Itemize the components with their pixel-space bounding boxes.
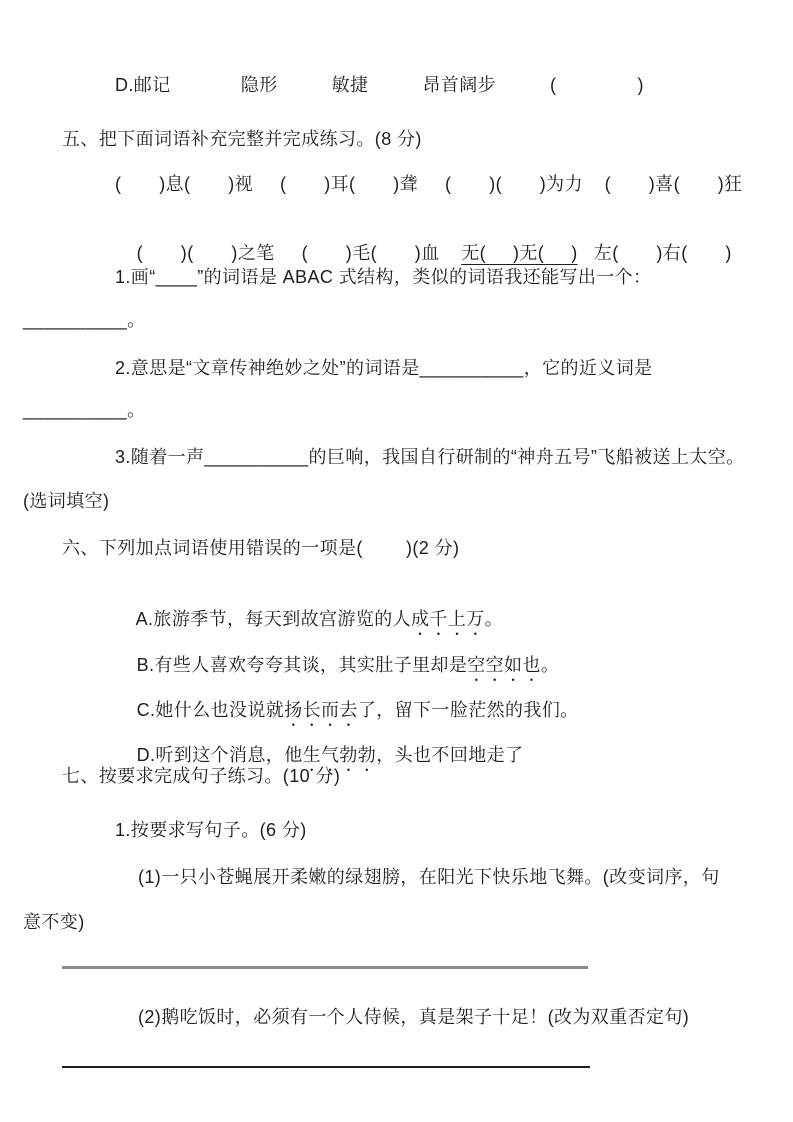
section-5-q2-line-1: 2.意思是“文章传神绝妙之处”的词语是__________，它的近义词是 — [115, 358, 653, 378]
section-7-q1-sub1-line-1: (1)一只小苍蝇展开柔嫩的绿翅膀，在阳光下快乐地飞舞。(改变词序，句 — [138, 867, 720, 887]
option-d-tail: ，头也不回地走了 — [376, 745, 524, 765]
idiom-row-2-pre: ( )( )之笔 ( )毛( )血 — [136, 243, 462, 263]
option-a-text: A.旅游季节，每天到故宫游览的人 — [135, 609, 412, 629]
section-7-heading: 七、按要求完成句子练习。(10 分) — [62, 766, 341, 786]
section-5-q3-note: (选词填空) — [23, 491, 110, 511]
section-5-heading: 五、把下面词语补充完整并完成练习。(8 分) — [62, 129, 422, 149]
option-c-tail: 了，留下一脸茫然的我们。 — [357, 700, 579, 720]
answer-rule-2 — [62, 1066, 590, 1068]
section-5-q1-line-1: 1.画“____”的词语是 ABAC 式结构，类似的词语我还能写出一个： — [115, 267, 652, 287]
option-b-tail: 。 — [540, 655, 560, 675]
section-5-q3-line: 3.随着一声__________的巨响，我国自行研制的“神舟五号”飞船被送上太空。 — [115, 447, 745, 467]
option-c-text: C.她什么也没说就 — [136, 700, 285, 720]
option-d-dotted-idiom: 生气勃勃 — [302, 745, 377, 765]
option-b-dotted-idiom: 空空如也 — [467, 655, 541, 675]
option-b-text: B.有些人喜欢夸夸其谈，其实肚子里却是 — [136, 655, 468, 675]
idiom-fill-row-1: ( )息( )视 ( )耳( )聋 ( )( )为力 ( )喜( )狂 — [115, 174, 743, 194]
option-a-tail: 。 — [484, 609, 504, 629]
section-5-q2-answer-blank: __________。 — [23, 400, 146, 420]
option-d-text: D.听到这个消息，他 — [136, 745, 303, 765]
idiom-row-2-post: 左( )右( ) — [577, 243, 732, 263]
option-a-dotted-idiom: 成千上万 — [411, 609, 485, 629]
section-7-q1: 1.按要求写句子。(6 分) — [115, 820, 307, 840]
section-7-q1-sub2-line: (2)鹅吃饭时，必须有一个人侍候，真是架子十足！(改为双重否定句) — [138, 1007, 690, 1027]
option-c-dotted-idiom: 扬长而去 — [284, 700, 358, 720]
section-5-q1-answer-blank: __________。 — [23, 310, 146, 330]
section-6-heading: 六、下列加点词语使用错误的一项是( )(2 分) — [62, 538, 460, 558]
answer-rule-1 — [62, 966, 588, 969]
section-7-q1-sub1-line-2: 意不变) — [23, 912, 85, 932]
idiom-row-2-underlined-blank: 无( )无( ) — [461, 243, 578, 263]
question4-option-d-row: D.邮记 隐形 敏捷 昂首阔步 ( ) — [115, 75, 644, 95]
